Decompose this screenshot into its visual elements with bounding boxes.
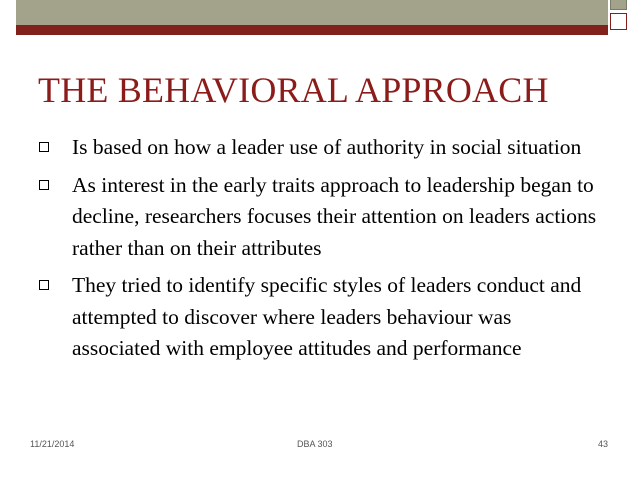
- square-bullet-icon: [39, 280, 49, 290]
- header-banner-red: [16, 25, 608, 35]
- footer-course: DBA 303: [297, 439, 333, 449]
- square-bullet-icon: [39, 180, 49, 190]
- bullet-text: Is based on how a leader use of authority in social situation: [72, 135, 582, 159]
- square-bullet-icon: [39, 142, 49, 152]
- bullet-item: [38, 132, 598, 164]
- bullet-item: [38, 170, 598, 265]
- bullet-text: They tried to identify specific styles of leaders conduct and attempted to discover where leaders behaviour was associated with employee attitudes and performance: [72, 273, 582, 360]
- bullet-text: As interest in the early traits approach to leadership began to decline, researchers focuses their attention on leaders actions rather than on their attributes: [72, 172, 597, 260]
- bullet-item: [38, 270, 598, 365]
- bullet-list: [38, 132, 598, 371]
- corner-square-bottom: [610, 13, 627, 30]
- footer-page-number: 43: [598, 439, 609, 449]
- header-banner-gray: [16, 0, 608, 25]
- slide-title: THE BEHAVIORAL APPROACH: [38, 70, 549, 110]
- footer-date: 11/21/2014: [30, 439, 75, 449]
- corner-square-top: [610, 0, 627, 10]
